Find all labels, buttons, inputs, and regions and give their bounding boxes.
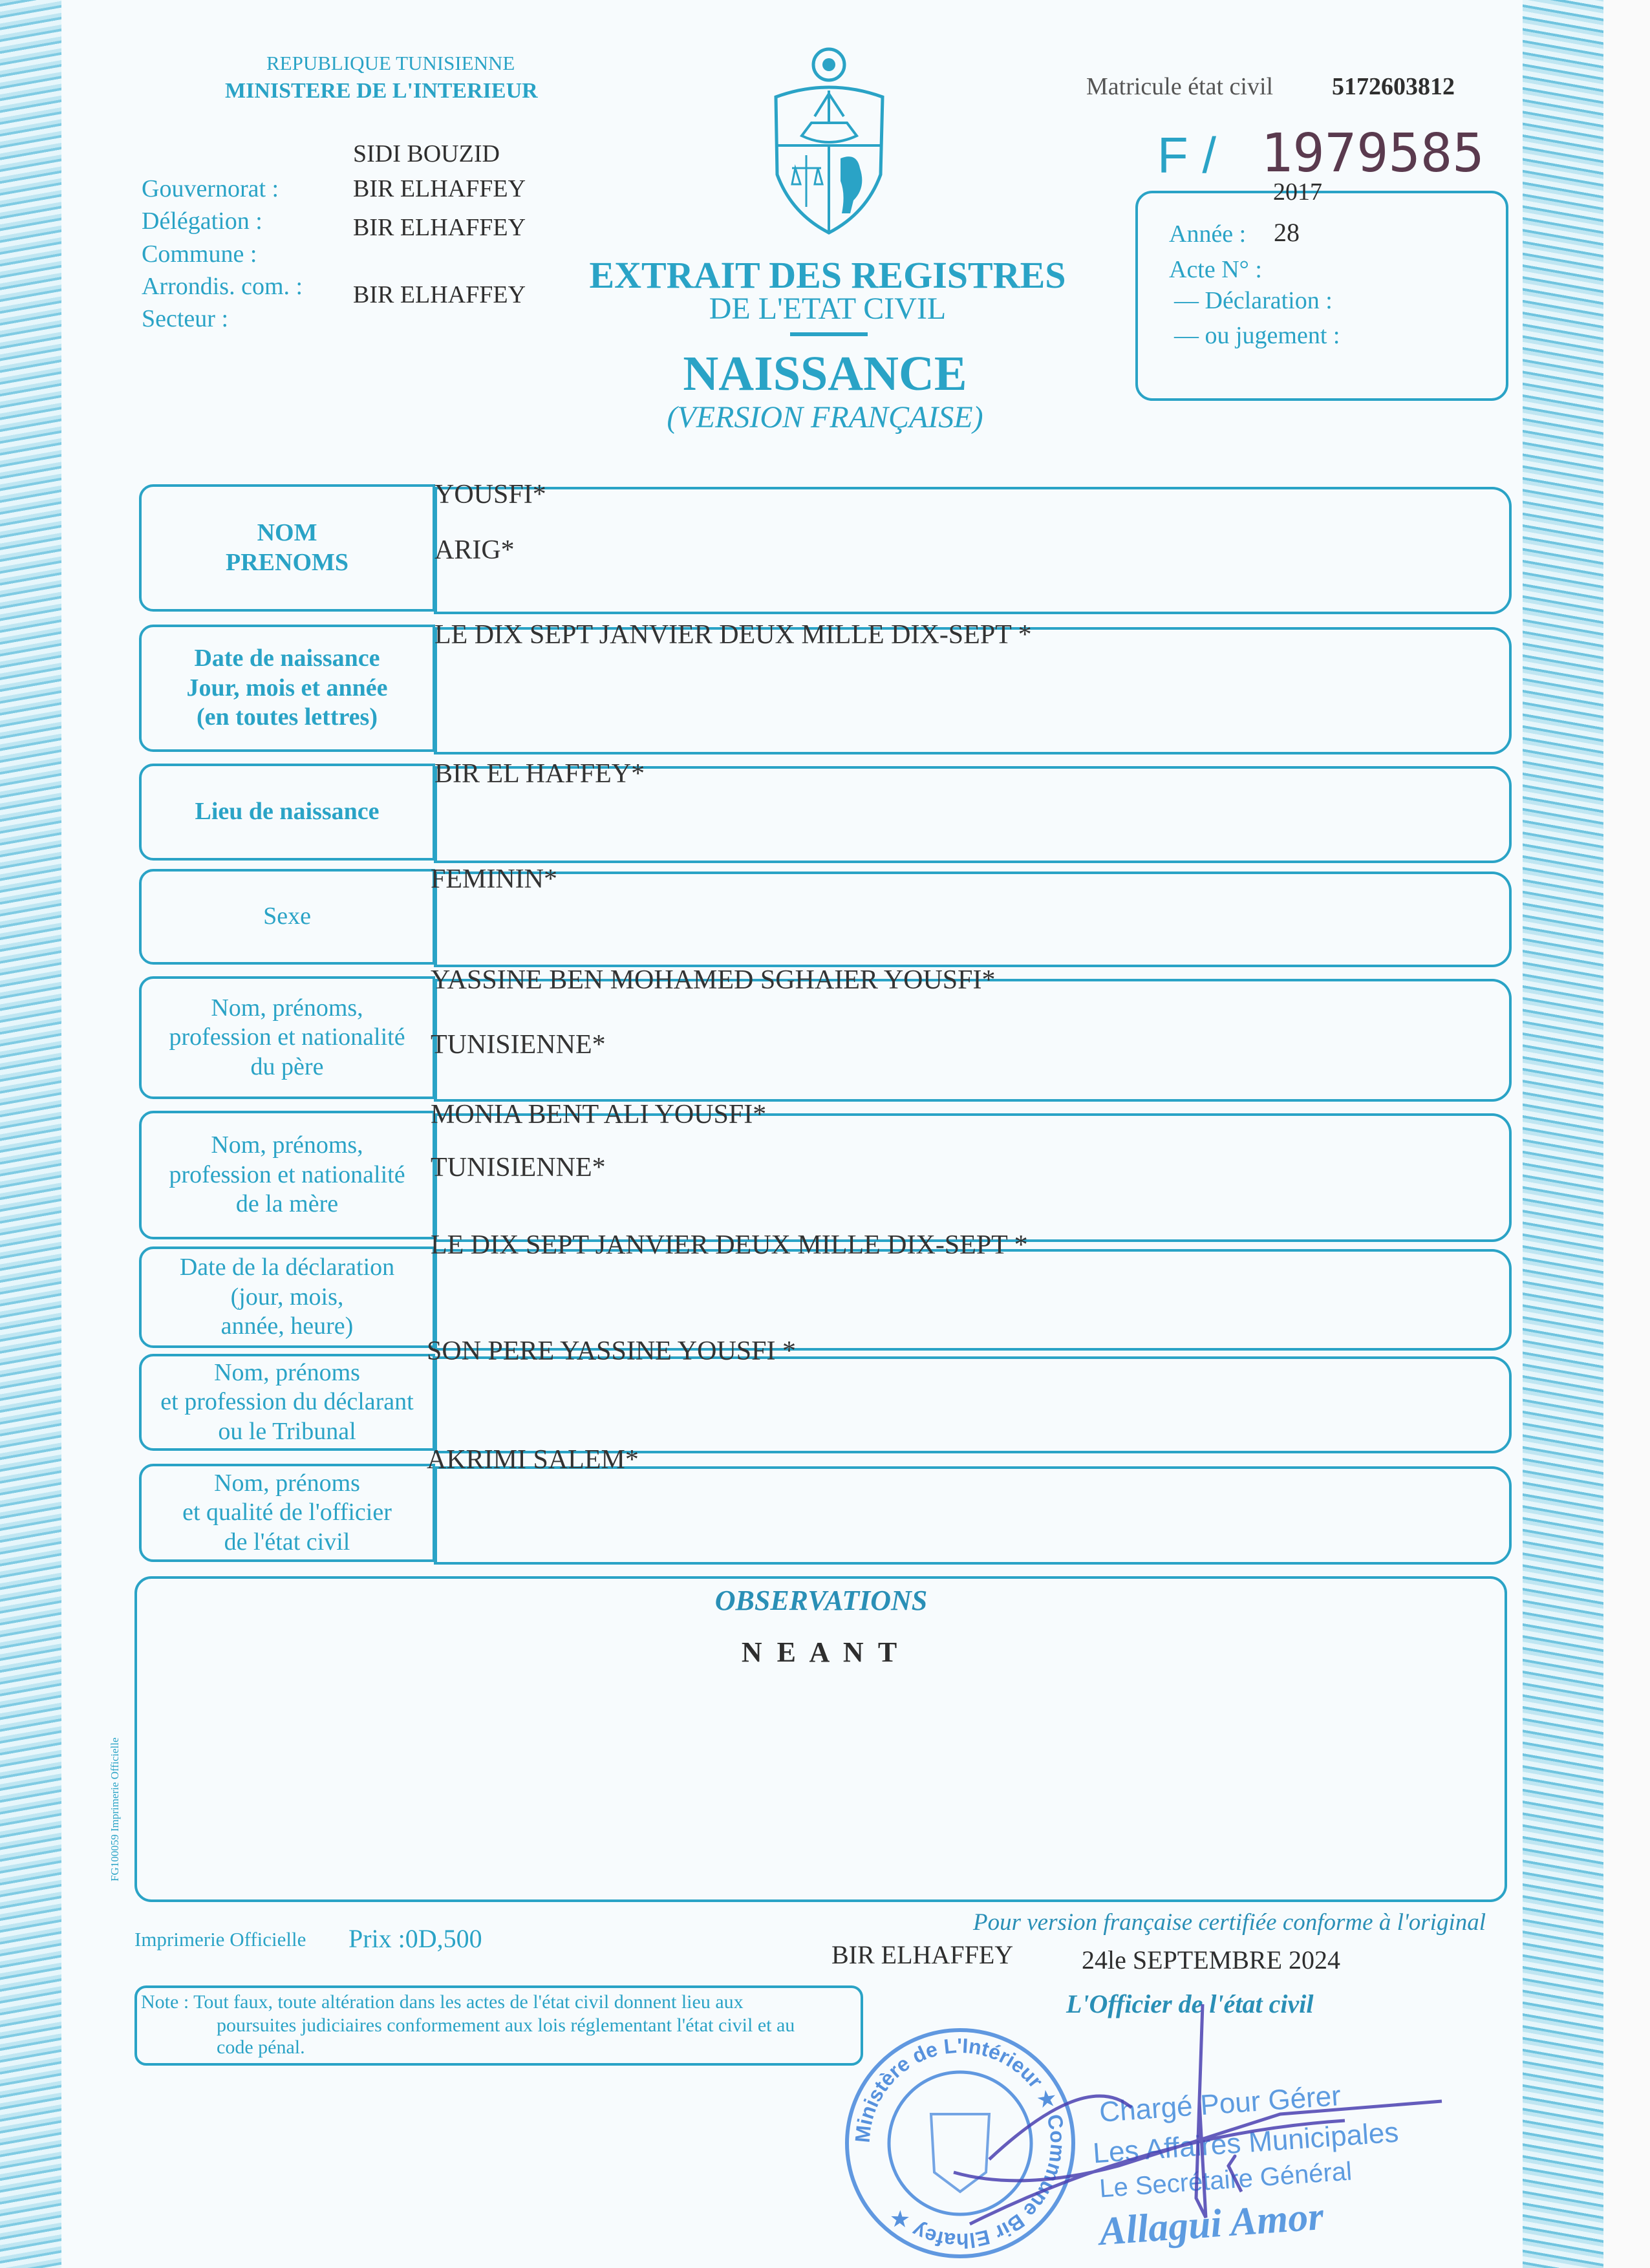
stamp-line-1: Chargé Pour Gérer: [1098, 2080, 1342, 2128]
row-label: [139, 625, 435, 752]
printer-label: Imprimerie Officielle: [134, 1928, 306, 1951]
row-value-box: [434, 487, 1512, 614]
document-subtitle: DE L'ETAT CIVIL: [709, 292, 947, 326]
row-label-line: Jour, mois et année: [186, 674, 388, 701]
row-label-line: Date de la déclaration: [179, 1254, 395, 1281]
delegation-value: BIR ELHAFFEY: [353, 214, 526, 241]
row-label-line: Nom, prénoms,: [211, 994, 363, 1022]
row-value: SON PERE YASSINE YOUSFI *: [427, 1336, 796, 1366]
act-type-title: NAISSANCE: [683, 347, 967, 401]
row-label-line: Nom, prénoms: [214, 1469, 360, 1497]
security-border-left: [0, 0, 61, 2268]
price-label: Prix :0D,500: [348, 1924, 482, 1953]
legal-note-line3: code pénal.: [217, 2037, 305, 2058]
row-label: [139, 976, 435, 1099]
document-title: EXTRAIT DES REGISTRES: [589, 254, 1066, 296]
row-label: [139, 764, 435, 861]
row-label-line: PRENOMS: [226, 548, 348, 576]
row-value: TUNISIENNE*: [431, 1030, 606, 1060]
serial-number: 1979585: [1261, 123, 1484, 184]
serial-prefix: F /: [1157, 127, 1216, 184]
row-label-line: NOM: [257, 519, 317, 546]
row-label-line: Lieu de naissance: [195, 798, 380, 826]
gouvernorat-label: Gouvernorat :: [142, 175, 279, 202]
row-label: [139, 1354, 435, 1451]
row-value: MONIA BENT ALI YOUSFI*: [431, 1100, 767, 1129]
security-border-right: [1523, 0, 1603, 2268]
row-value: YASSINE BEN MOHAMED SGHAIER YOUSFI*: [431, 965, 996, 995]
row-value-box: [434, 872, 1512, 967]
version-label: (VERSION FRANÇAISE): [667, 400, 983, 434]
row-label-line: profession et nationalité: [169, 1023, 405, 1051]
secteur-label: Secteur :: [142, 305, 229, 332]
row-label-line: et qualité de l'officier: [182, 1499, 392, 1526]
row-value-box: [434, 1356, 1512, 1453]
row-label-line: du père: [250, 1053, 324, 1080]
title-divider: [790, 332, 868, 336]
row-label-line: Nom, prénoms,: [211, 1131, 363, 1159]
row-value: AKRIMI SALEM*: [427, 1445, 639, 1475]
row-value: TUNISIENNE*: [431, 1153, 606, 1182]
matricule-label: Matricule état civil: [1086, 73, 1274, 100]
ministry-label: MINISTERE DE L'INTERIEUR: [225, 79, 538, 103]
row-value: LE DIX SEPT JANVIER DEUX MILLE DIX-SEPT *: [431, 1230, 1028, 1260]
row-label-line: année, heure): [220, 1312, 354, 1340]
row-label-line: profession et nationalité: [169, 1161, 405, 1188]
row-label-line: de la mère: [235, 1190, 339, 1218]
signature: [892, 2004, 1461, 2250]
row-label: [139, 484, 435, 612]
row-value: ARIG*: [434, 535, 515, 565]
issue-place: BIR ELHAFFEY: [831, 1940, 1014, 1969]
legal-note-line2: poursuites judiciaires conformement aux lois réglementant l'état civil et au: [217, 2015, 795, 2036]
observations-value: N E A N T: [741, 1636, 901, 1668]
observations-box: [134, 1576, 1507, 1902]
arrondis-label: Arrondis. com. :: [142, 273, 303, 300]
observations-title: OBSERVATIONS: [714, 1585, 928, 1616]
jugement-label: — ou jugement :: [1174, 322, 1340, 349]
gouvernorat-value: BIR ELHAFFEY: [353, 175, 526, 202]
row-value: BIR EL HAFFEY*: [434, 759, 645, 789]
row-value: FEMININ*: [431, 864, 557, 894]
certification-text: Pour version française certifiée conforme à l'original: [973, 1909, 1486, 1936]
governorate-value: SIDI BOUZID: [353, 140, 500, 167]
row-label-line: Sexe: [263, 903, 311, 930]
row-label-line: (en toutes lettres): [197, 703, 378, 731]
stamp-line-3: Le Secrétaire Général: [1098, 2157, 1353, 2203]
commune-label: Commune :: [142, 241, 257, 268]
row-label-line: (jour, mois,: [230, 1283, 344, 1311]
officer-title: L'Officier de l'état civil: [1066, 1989, 1314, 2018]
annee-value: 28: [1274, 218, 1300, 247]
row-label: [139, 1246, 435, 1348]
row-label-line: Date de naissance: [194, 645, 380, 672]
row-value: LE DIX SEPT JANVIER DEUX MILLE DIX-SEPT *: [434, 620, 1032, 650]
coat-of-arms-emblem: [769, 45, 889, 236]
svg-text:Ministère de L'Intérieur ★ Com: Ministère de L'Intérieur ★ Commune Bir Elhafey ★: [850, 2033, 1070, 2253]
printer-side-code: FG100059 Imprimerie Officielle: [109, 1737, 121, 1881]
stamp-line-2: Les Affaires Municipales: [1091, 2116, 1400, 2170]
matricule-value: 5172603812: [1332, 73, 1455, 100]
row-label: [139, 1464, 435, 1562]
row-label-line: de l'état civil: [224, 1528, 350, 1556]
row-label: [139, 1111, 435, 1239]
row-label-line: Nom, prénoms: [214, 1358, 360, 1386]
act-year: 2017: [1273, 178, 1322, 206]
acte-label: Acte N° :: [1169, 256, 1262, 283]
row-label-line: ou le Tribunal: [218, 1417, 356, 1445]
declaration-label: — Déclaration :: [1174, 287, 1333, 314]
republic-label: REPUBLIQUE TUNISIENNE: [266, 52, 515, 74]
row-value: YOUSFI*: [434, 480, 546, 509]
legal-note-line1: Note : Tout faux, toute altération dans les actes de l'état civil donnent lieu aux: [141, 1991, 744, 2013]
arrondis-value: BIR ELHAFFEY: [353, 281, 526, 308]
row-value-box: [434, 1466, 1512, 1565]
annee-label: Année :: [1169, 220, 1247, 248]
row-label: [139, 869, 435, 965]
delegation-label: Délégation :: [142, 208, 262, 235]
stamp-name: Allagui Amor: [1098, 2194, 1325, 2254]
page-edge: [1603, 0, 1650, 2268]
row-label-line: et profession du déclarant: [160, 1388, 414, 1416]
issue-date: 24le SEPTEMBRE 2024: [1082, 1945, 1341, 1974]
